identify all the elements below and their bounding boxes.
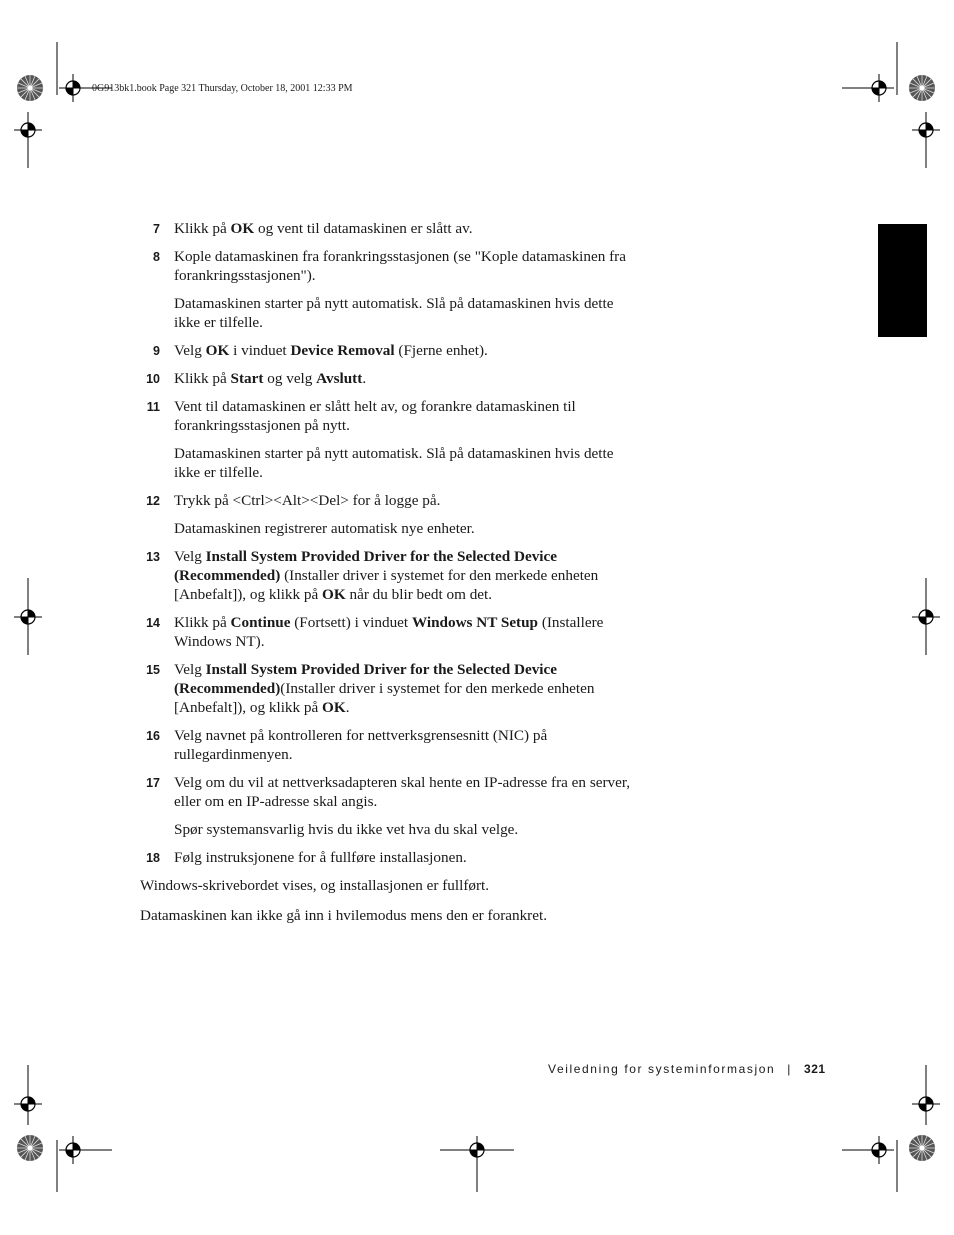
print-job-info: 0G913bk1.book Page 321 Thursday, October 18, 2001 12:33 PM: [92, 83, 353, 94]
step-number: 9: [153, 344, 160, 358]
step-item: [140, 613, 640, 651]
step-text: Kople datamaskinen fra forankringsstasjonen (se "Kople datamaskinen fra forankringsstasjonen").: [174, 248, 626, 284]
step-number: 12: [146, 494, 160, 508]
step-number: 14: [146, 616, 160, 630]
closing-paragraph-2: Datamaskinen kan ikke gå inn i hvilemodus mens den er forankret.: [140, 907, 547, 924]
steps-list: [140, 219, 640, 867]
page-number: 321: [804, 1062, 826, 1076]
section-thumb-tab: [878, 224, 927, 337]
step-note: Datamaskinen starter på nytt automatisk. Slå på datamaskinen hvis dette ikke er tilfelle.: [174, 295, 614, 331]
step-text: Følg instruksjonene for å fullføre installasjonen.: [174, 849, 467, 866]
step-text: Velg Install System Provided Driver for the Selected Device (Recommended)(Installer driver i systemet for den merkede enheten [Anbefalt]), og klikk på OK.: [174, 661, 595, 716]
step-number: 11: [146, 400, 160, 414]
footer-separator: |: [787, 1062, 793, 1076]
step-item: [140, 848, 640, 867]
step-text: Velg navnet på kontrolleren for nettverksgrensesnitt (NIC) på rullegardinmenyen.: [174, 727, 548, 763]
step-text: Vent til datamaskinen er slått helt av, og forankre datamaskinen til forankringsstasjonen på nytt.: [174, 398, 576, 434]
step-number: 13: [146, 550, 160, 564]
step-item: [140, 247, 640, 332]
step-number: 18: [146, 851, 160, 865]
step-text: Velg Install System Provided Driver for the Selected Device (Recommended) (Installer driver i systemet for den merkede enheten [Anbefalt]), og klikk på OK når du blir bedt om det.: [174, 548, 599, 603]
step-note: Datamaskinen starter på nytt automatisk. Slå på datamaskinen hvis dette ikke er tilfelle.: [174, 445, 614, 481]
step-text: Klikk på OK og vent til datamaskinen er slått av.: [174, 220, 473, 237]
step-number: 17: [146, 776, 160, 790]
step-note: Spør systemansvarlig hvis du ikke vet hva du skal velge.: [174, 821, 519, 838]
step-text: Trykk på <Ctrl><Alt><Del> for å logge på.: [174, 492, 441, 509]
step-text: Klikk på Continue (Fortsett) i vinduet Windows NT Setup (Installere Windows NT).: [174, 614, 604, 650]
step-item: [140, 397, 640, 482]
step-note: Datamaskinen registrerer automatisk nye enheter.: [174, 520, 475, 537]
step-item: [140, 341, 640, 360]
step-number: 8: [153, 250, 160, 264]
step-item: [140, 491, 640, 538]
page-content: [140, 219, 640, 936]
footer-title: Veiledning for systeminformasjon: [548, 1062, 776, 1076]
closing-paragraph-1: Windows-skrivebordet vises, og installasjonen er fullført.: [140, 877, 490, 894]
step-number: 16: [146, 729, 160, 743]
step-number: 10: [146, 372, 160, 386]
step-number: 7: [153, 222, 160, 236]
step-item: [140, 547, 640, 604]
step-text: Klikk på Start og velg Avslutt.: [174, 370, 367, 387]
step-text: Velg om du vil at nettverksadapteren skal hente en IP-adresse fra en server, eller om en IP-adresse skal angis.: [174, 774, 631, 810]
step-text: Velg OK i vinduet Device Removal (Fjerne enhet).: [174, 342, 488, 359]
step-item: [140, 660, 640, 717]
step-number: 15: [146, 663, 160, 677]
page-footer: [548, 1062, 826, 1076]
step-item: [140, 726, 640, 764]
step-item: [140, 773, 640, 839]
step-item: [140, 219, 640, 238]
step-item: [140, 369, 640, 388]
